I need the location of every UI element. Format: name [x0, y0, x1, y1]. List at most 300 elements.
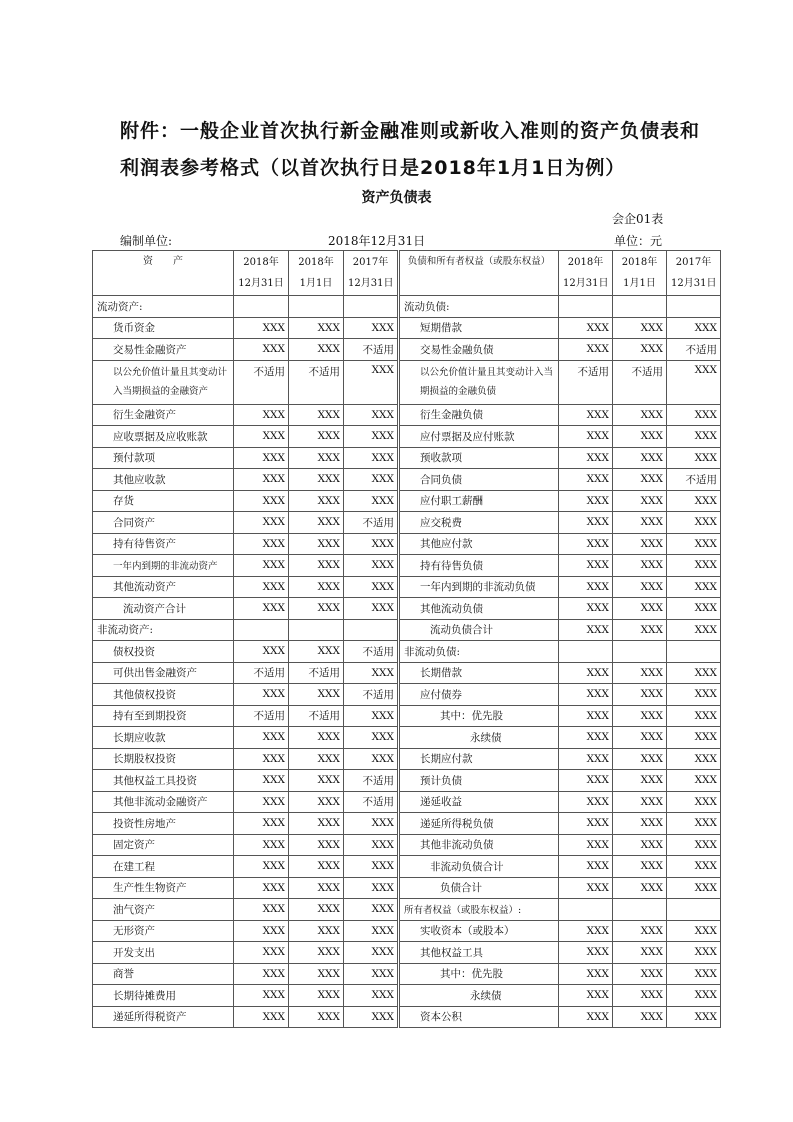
liability-value-cell: XXX — [667, 426, 721, 448]
asset-item-label: 以公允价值计量且其变动计入当期损益的金融资产 — [93, 360, 234, 404]
asset-item-label: 投资性房地产 — [93, 813, 234, 835]
asset-value-cell: XXX — [344, 490, 399, 512]
liability-value-cell: XXX — [613, 619, 667, 641]
asset-item-label: 其他应收款 — [93, 469, 234, 491]
asset-value-cell: XXX — [344, 963, 399, 985]
asset-value-cell: XXX — [234, 813, 289, 835]
asset-value-cell: 不适用 — [234, 662, 289, 684]
table-row — [93, 469, 721, 491]
table-row — [93, 942, 721, 964]
liability-value-cell: XXX — [667, 877, 721, 899]
liability-value-cell: XXX — [613, 512, 667, 534]
liability-value-cell: XXX — [613, 770, 667, 792]
liability-value-cell: XXX — [667, 942, 721, 964]
asset-value-cell: XXX — [289, 770, 344, 792]
liability-item-label: 预收款项 — [399, 447, 559, 469]
liability-value-cell: XXX — [667, 490, 721, 512]
asset-item-label: 在建工程 — [93, 856, 234, 878]
asset-value-cell: XXX — [234, 426, 289, 448]
liability-value-cell: XXX — [613, 1006, 667, 1028]
prepared-by-label: 编制单位: — [120, 234, 173, 248]
liability-value-cell — [559, 296, 613, 318]
liability-value-cell: XXX — [559, 339, 613, 361]
liability-value-cell: XXX — [613, 426, 667, 448]
asset-value-cell: XXX — [344, 1006, 399, 1028]
asset-value-cell: XXX — [234, 748, 289, 770]
table-row — [93, 985, 721, 1007]
asset-item-label: 债权投资 — [93, 641, 234, 663]
asset-value-cell: XXX — [234, 791, 289, 813]
liability-value-cell — [667, 641, 721, 663]
asset-value-cell: XXX — [234, 555, 289, 577]
asset-value-cell: XXX — [344, 899, 399, 921]
asset-value-cell: XXX — [234, 469, 289, 491]
liability-value-cell: XXX — [667, 963, 721, 985]
asset-value-cell: XXX — [344, 317, 399, 339]
table-row — [93, 770, 721, 792]
asset-value-cell: XXX — [234, 834, 289, 856]
asset-value-cell: XXX — [289, 920, 344, 942]
liability-value-cell — [613, 296, 667, 318]
liability-value-cell: XXX — [559, 813, 613, 835]
header-col-2017-12-31: 2017年 12月31日 — [667, 251, 721, 296]
asset-value-cell: 不适用 — [344, 684, 399, 706]
liability-item-label: 实收资本（或股本） — [399, 920, 559, 942]
liability-value-cell: XXX — [667, 834, 721, 856]
liability-item-label: 流动负债: — [399, 296, 559, 318]
liability-item-label: 递延所得税负债 — [399, 813, 559, 835]
liability-item-label: 合同负债 — [399, 469, 559, 491]
liability-value-cell: XXX — [559, 426, 613, 448]
table-row — [93, 360, 721, 404]
liability-value-cell: XXX — [667, 727, 721, 749]
liability-value-cell: XXX — [559, 748, 613, 770]
liability-value-cell: XXX — [613, 598, 667, 620]
liability-item-label: 长期借款 — [399, 662, 559, 684]
liability-item-label: 持有待售负债 — [399, 555, 559, 577]
asset-item-label: 流动资产: — [93, 296, 234, 318]
liability-value-cell: XXX — [559, 1006, 613, 1028]
table-row — [93, 791, 721, 813]
liability-item-label: 所有者权益（或股东权益）: — [399, 899, 559, 921]
asset-item-label: 固定资产 — [93, 834, 234, 856]
asset-value-cell: XXX — [289, 899, 344, 921]
table-row — [93, 727, 721, 749]
asset-item-label: 开发支出 — [93, 942, 234, 964]
asset-value-cell: XXX — [289, 533, 344, 555]
liability-value-cell: XXX — [667, 360, 721, 404]
liability-value-cell: XXX — [559, 985, 613, 1007]
liability-value-cell: 不适用 — [559, 360, 613, 404]
asset-value-cell: XXX — [344, 705, 399, 727]
liability-value-cell: XXX — [613, 920, 667, 942]
asset-value-cell: 不适用 — [234, 705, 289, 727]
asset-value-cell: XXX — [234, 856, 289, 878]
liability-item-label: 其他流动负债 — [399, 598, 559, 620]
table-row — [93, 576, 721, 598]
table-meta-row — [92, 232, 720, 248]
asset-item-label: 合同资产 — [93, 512, 234, 534]
liability-value-cell: XXX — [559, 533, 613, 555]
asset-value-cell: XXX — [289, 834, 344, 856]
asset-value-cell: XXX — [234, 684, 289, 706]
table-row — [93, 877, 721, 899]
asset-item-label: 持有至到期投资 — [93, 705, 234, 727]
liability-item-label: 交易性金融负债 — [399, 339, 559, 361]
asset-item-label: 交易性金融资产 — [93, 339, 234, 361]
liability-value-cell: XXX — [559, 834, 613, 856]
liability-item-label: 一年内到期的非流动负债 — [399, 576, 559, 598]
asset-value-cell: XXX — [344, 748, 399, 770]
report-date: 2018年12月31日 — [328, 234, 426, 248]
asset-value-cell: XXX — [344, 877, 399, 899]
asset-value-cell: XXX — [234, 447, 289, 469]
liability-item-label: 非流动负债: — [399, 641, 559, 663]
liability-value-cell: XXX — [667, 662, 721, 684]
liability-item-label: 应付票据及应付账款 — [399, 426, 559, 448]
asset-value-cell: XXX — [234, 598, 289, 620]
liability-value-cell: XXX — [559, 963, 613, 985]
form-number: 会企01表 — [612, 212, 664, 226]
header-col-2017-12-31: 2017年 12月31日 — [344, 251, 399, 296]
liability-item-label: 递延收益 — [399, 791, 559, 813]
asset-value-cell — [234, 296, 289, 318]
asset-item-label: 其他非流动金融资产 — [93, 791, 234, 813]
table-row — [93, 899, 721, 921]
asset-value-cell: 不适用 — [344, 339, 399, 361]
liability-value-cell: XXX — [667, 576, 721, 598]
liability-value-cell: XXX — [667, 856, 721, 878]
asset-value-cell: XXX — [289, 317, 344, 339]
table-row — [93, 748, 721, 770]
liability-value-cell: XXX — [667, 684, 721, 706]
asset-item-label: 预付款项 — [93, 447, 234, 469]
liability-value-cell: XXX — [559, 598, 613, 620]
asset-item-label: 长期待摊费用 — [93, 985, 234, 1007]
liability-value-cell: XXX — [667, 920, 721, 942]
table-row — [93, 426, 721, 448]
asset-value-cell: XXX — [234, 899, 289, 921]
liability-value-cell: XXX — [667, 791, 721, 813]
liability-value-cell: 不适用 — [667, 339, 721, 361]
table-row — [93, 339, 721, 361]
liability-item-label: 应付债券 — [399, 684, 559, 706]
liability-value-cell: XXX — [613, 877, 667, 899]
asset-item-label: 应收票据及应收账款 — [93, 426, 234, 448]
liability-item-label: 负债合计 — [399, 877, 559, 899]
liability-item-label: 其他应付款 — [399, 533, 559, 555]
liability-value-cell: XXX — [559, 317, 613, 339]
liability-value-cell: XXX — [613, 963, 667, 985]
liability-value-cell: XXX — [559, 856, 613, 878]
asset-item-label: 货币资金 — [93, 317, 234, 339]
asset-value-cell: XXX — [344, 985, 399, 1007]
asset-value-cell: XXX — [289, 727, 344, 749]
asset-value-cell: XXX — [289, 490, 344, 512]
liability-value-cell: XXX — [667, 770, 721, 792]
asset-item-label: 其他债权投资 — [93, 684, 234, 706]
liability-value-cell: XXX — [667, 404, 721, 426]
asset-value-cell: XXX — [344, 360, 399, 404]
liability-item-label: 预计负债 — [399, 770, 559, 792]
asset-value-cell: 不适用 — [234, 360, 289, 404]
liability-value-cell: XXX — [667, 619, 721, 641]
liability-value-cell: XXX — [559, 684, 613, 706]
asset-value-cell: XXX — [234, 641, 289, 663]
asset-value-cell: XXX — [289, 641, 344, 663]
asset-value-cell: XXX — [234, 512, 289, 534]
document-title-line-1: 附件：一般企业首次执行新金融准则或新收入准则的资产负债表和 — [120, 120, 701, 142]
asset-item-label: 衍生金融资产 — [93, 404, 234, 426]
asset-value-cell: XXX — [289, 512, 344, 534]
liability-item-label: 其他权益工具 — [399, 942, 559, 964]
liability-value-cell: XXX — [559, 727, 613, 749]
liability-value-cell: 不适用 — [613, 360, 667, 404]
asset-value-cell: XXX — [344, 404, 399, 426]
asset-value-cell: XXX — [344, 426, 399, 448]
liability-item-label: 其他非流动负债 — [399, 834, 559, 856]
asset-value-cell: 不适用 — [289, 662, 344, 684]
asset-value-cell — [234, 619, 289, 641]
liability-value-cell: XXX — [613, 727, 667, 749]
asset-value-cell: XXX — [234, 727, 289, 749]
liability-value-cell: XXX — [613, 684, 667, 706]
table-row — [93, 662, 721, 684]
liability-value-cell: XXX — [559, 705, 613, 727]
asset-value-cell: XXX — [234, 576, 289, 598]
asset-item-label: 其他权益工具投资 — [93, 770, 234, 792]
asset-item-label: 流动资产合计 — [93, 598, 234, 620]
liability-value-cell: XXX — [613, 339, 667, 361]
liability-item-label: 应付职工薪酬 — [399, 490, 559, 512]
header-assets: 资 产 — [93, 251, 234, 296]
liability-value-cell: XXX — [613, 469, 667, 491]
asset-value-cell: XXX — [289, 447, 344, 469]
asset-value-cell: XXX — [234, 985, 289, 1007]
liability-item-label: 其中：优先股 — [399, 705, 559, 727]
liability-value-cell: XXX — [667, 598, 721, 620]
liability-value-cell: XXX — [613, 533, 667, 555]
asset-value-cell: XXX — [344, 834, 399, 856]
asset-value-cell: 不适用 — [344, 641, 399, 663]
table-row — [93, 856, 721, 878]
asset-value-cell: XXX — [289, 856, 344, 878]
asset-value-cell: 不适用 — [344, 791, 399, 813]
asset-value-cell: XXX — [289, 339, 344, 361]
liability-value-cell: XXX — [559, 404, 613, 426]
table-row — [93, 684, 721, 706]
liability-value-cell: XXX — [667, 813, 721, 835]
liability-value-cell: XXX — [613, 985, 667, 1007]
liability-value-cell: XXX — [667, 512, 721, 534]
liability-item-label: 衍生金融负债 — [399, 404, 559, 426]
liability-item-label: 短期借款 — [399, 317, 559, 339]
asset-value-cell: XXX — [234, 920, 289, 942]
liability-value-cell: XXX — [613, 705, 667, 727]
liability-value-cell: XXX — [613, 555, 667, 577]
liability-value-cell: XXX — [613, 317, 667, 339]
liability-value-cell: XXX — [559, 877, 613, 899]
liability-item-label: 流动负债合计 — [399, 619, 559, 641]
liability-value-cell: XXX — [559, 619, 613, 641]
asset-item-label: 长期应收款 — [93, 727, 234, 749]
table-row — [93, 705, 721, 727]
asset-item-label: 一年内到期的非流动资产 — [93, 555, 234, 577]
liability-value-cell: XXX — [667, 985, 721, 1007]
liability-item-label: 永续债 — [399, 985, 559, 1007]
asset-value-cell: XXX — [289, 426, 344, 448]
liability-value-cell: XXX — [667, 705, 721, 727]
asset-item-label: 可供出售金融资产 — [93, 662, 234, 684]
header-col-2018-12-31: 2018年 12月31日 — [234, 251, 289, 296]
liability-value-cell — [613, 641, 667, 663]
asset-value-cell — [344, 296, 399, 318]
asset-value-cell: XXX — [234, 1006, 289, 1028]
table-title: 资产负债表 — [361, 190, 432, 206]
table-body — [93, 296, 721, 1028]
asset-value-cell: XXX — [289, 1006, 344, 1028]
liability-value-cell: XXX — [559, 490, 613, 512]
liability-value-cell: XXX — [559, 920, 613, 942]
balance-sheet-table — [92, 250, 721, 1028]
table-row — [93, 447, 721, 469]
asset-value-cell: XXX — [289, 555, 344, 577]
liability-value-cell: XXX — [613, 447, 667, 469]
liability-item-label: 非流动负债合计 — [399, 856, 559, 878]
asset-item-label: 生产性生物资产 — [93, 877, 234, 899]
liability-value-cell: XXX — [559, 469, 613, 491]
asset-value-cell: XXX — [344, 533, 399, 555]
liability-value-cell: XXX — [613, 662, 667, 684]
asset-item-label: 商誉 — [93, 963, 234, 985]
liability-value-cell: XXX — [559, 770, 613, 792]
asset-item-label: 油气资产 — [93, 899, 234, 921]
asset-value-cell: XXX — [234, 404, 289, 426]
asset-item-label: 存货 — [93, 490, 234, 512]
asset-value-cell: XXX — [289, 576, 344, 598]
asset-value-cell: XXX — [234, 490, 289, 512]
liability-value-cell: XXX — [667, 748, 721, 770]
document-title-line-2: 利润表参考格式（以首次执行日是2018年1月1日为例） — [120, 157, 626, 179]
liability-value-cell — [559, 899, 613, 921]
asset-value-cell: XXX — [344, 576, 399, 598]
table-row — [93, 1006, 721, 1028]
table-row — [93, 619, 721, 641]
asset-value-cell: XXX — [289, 791, 344, 813]
asset-value-cell: XXX — [344, 598, 399, 620]
liability-value-cell: XXX — [667, 533, 721, 555]
asset-item-label: 长期股权投资 — [93, 748, 234, 770]
asset-item-label: 无形资产 — [93, 920, 234, 942]
asset-value-cell: XXX — [289, 963, 344, 985]
header-col-2018-01-01: 2018年 1月1日 — [613, 251, 667, 296]
asset-value-cell: 不适用 — [344, 512, 399, 534]
liability-value-cell — [667, 296, 721, 318]
asset-value-cell — [289, 296, 344, 318]
liability-item-label: 应交税费 — [399, 512, 559, 534]
liability-value-cell: XXX — [667, 447, 721, 469]
table-row — [93, 490, 721, 512]
asset-value-cell: XXX — [289, 404, 344, 426]
header-col-2018-01-01: 2018年 1月1日 — [289, 251, 344, 296]
asset-value-cell: XXX — [234, 533, 289, 555]
liability-value-cell: XXX — [613, 834, 667, 856]
asset-value-cell: XXX — [289, 942, 344, 964]
liability-value-cell: XXX — [613, 404, 667, 426]
table-row — [93, 512, 721, 534]
table-row — [93, 963, 721, 985]
liability-value-cell: XXX — [613, 576, 667, 598]
liability-item-label: 长期应付款 — [399, 748, 559, 770]
asset-value-cell: 不适用 — [289, 705, 344, 727]
liability-value-cell: XXX — [613, 942, 667, 964]
asset-value-cell: XXX — [289, 684, 344, 706]
table-row — [93, 533, 721, 555]
liability-item-label: 其中：优先股 — [399, 963, 559, 985]
asset-value-cell: XXX — [344, 813, 399, 835]
asset-value-cell — [289, 619, 344, 641]
liability-item-label: 资本公积 — [399, 1006, 559, 1028]
asset-value-cell: XXX — [344, 447, 399, 469]
asset-item-label: 非流动资产: — [93, 619, 234, 641]
asset-value-cell: 不适用 — [289, 360, 344, 404]
asset-value-cell: XXX — [234, 317, 289, 339]
liability-value-cell: XXX — [559, 512, 613, 534]
header-liabilities-equity: 负债和所有者权益（或股东权益） — [399, 251, 559, 296]
asset-value-cell — [344, 619, 399, 641]
asset-item-label: 持有待售资产 — [93, 533, 234, 555]
liability-item-label: 永续债 — [399, 727, 559, 749]
asset-value-cell: XXX — [234, 339, 289, 361]
liability-value-cell: XXX — [613, 813, 667, 835]
asset-value-cell: XXX — [344, 662, 399, 684]
asset-value-cell: XXX — [234, 877, 289, 899]
liability-value-cell: 不适用 — [667, 469, 721, 491]
asset-value-cell: XXX — [289, 469, 344, 491]
table-row — [93, 555, 721, 577]
liability-value-cell: XXX — [559, 662, 613, 684]
liability-value-cell: XXX — [667, 555, 721, 577]
table-row — [93, 598, 721, 620]
liability-value-cell: XXX — [559, 447, 613, 469]
asset-value-cell: XXX — [344, 727, 399, 749]
header-col-2018-12-31: 2018年 12月31日 — [559, 251, 613, 296]
asset-value-cell: XXX — [344, 920, 399, 942]
table-row — [93, 641, 721, 663]
currency-unit: 单位：元 — [614, 234, 663, 248]
liability-value-cell: XXX — [559, 791, 613, 813]
liability-value-cell: XXX — [667, 317, 721, 339]
liability-value-cell: XXX — [613, 856, 667, 878]
asset-value-cell: XXX — [344, 555, 399, 577]
liability-value-cell: XXX — [559, 555, 613, 577]
liability-value-cell: XXX — [613, 791, 667, 813]
liability-value-cell: XXX — [613, 748, 667, 770]
asset-value-cell: XXX — [234, 770, 289, 792]
liability-value-cell — [667, 899, 721, 921]
asset-value-cell: XXX — [289, 877, 344, 899]
table-row — [93, 404, 721, 426]
table-row — [93, 317, 721, 339]
asset-value-cell: XXX — [289, 985, 344, 1007]
liability-item-label: 以公允价值计量且其变动计入当期损益的金融负债 — [399, 360, 559, 404]
asset-value-cell: XXX — [234, 942, 289, 964]
table-row — [93, 296, 721, 318]
asset-value-cell: 不适用 — [344, 770, 399, 792]
asset-value-cell: XXX — [289, 813, 344, 835]
liability-value-cell: XXX — [559, 942, 613, 964]
liability-value-cell: XXX — [613, 490, 667, 512]
